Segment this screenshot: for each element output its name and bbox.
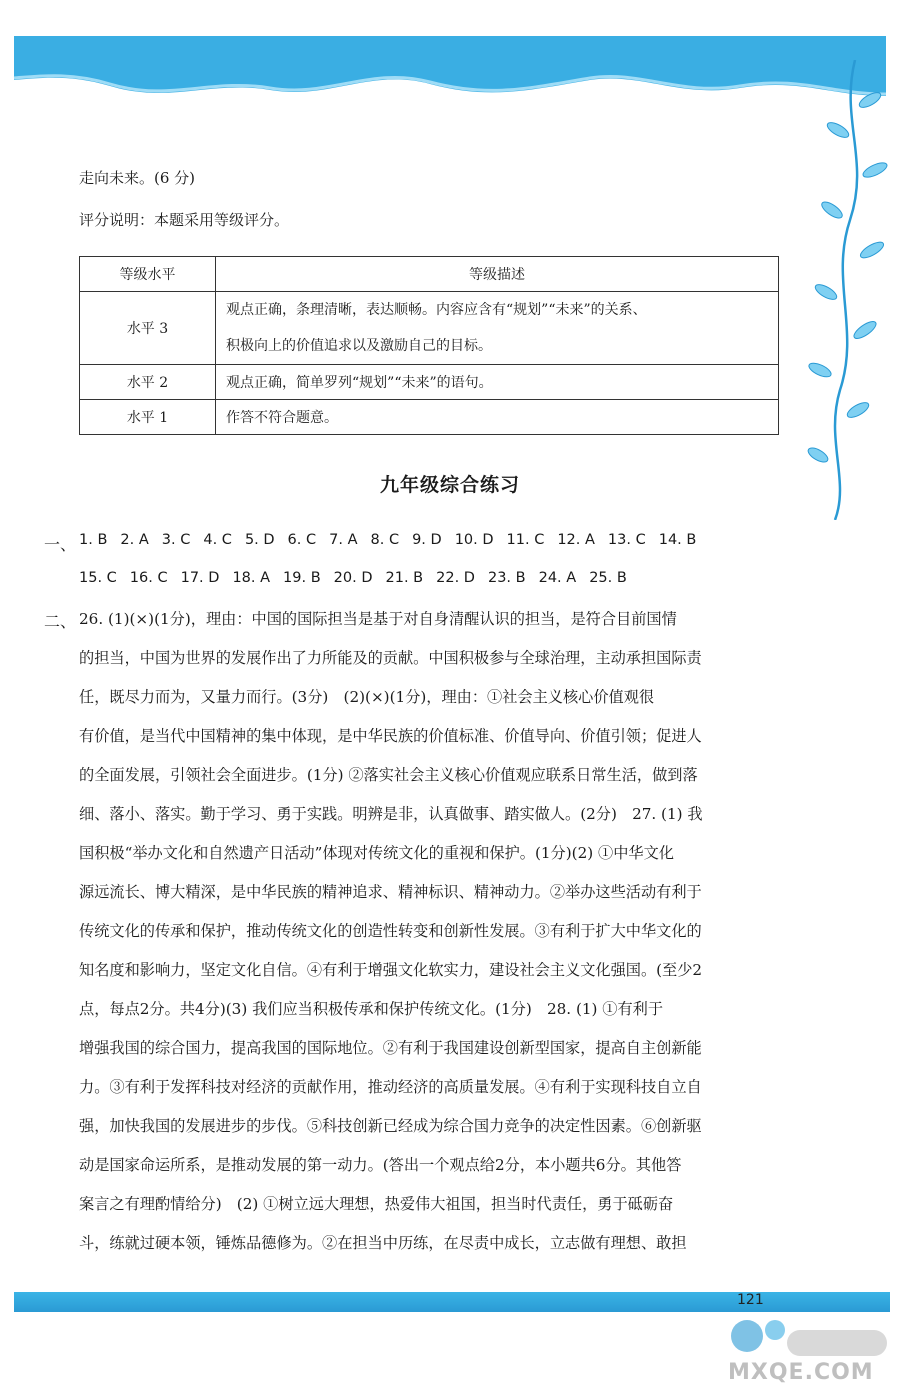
answer-line: 细、落小、落实。勤于学习、勇于实践。明辨是非，认真做事、踏实做人。(2分) 27. (1) 我 (79, 805, 703, 823)
answer-item: 15. C (79, 570, 117, 586)
answer-item: 17. D (180, 570, 220, 586)
answer-item: 10. D (454, 532, 494, 548)
table-cell-desc: 作答不符合题意。 (216, 400, 779, 435)
answer-item: 18. A (232, 570, 271, 586)
answer-item: 22. D (436, 570, 475, 586)
page-number: 121 (737, 1292, 764, 1308)
answer-line: 的担当，中国为世界的发展作出了力所能及的贡献。中国积极参与全球治理，主动承担国际责 (79, 649, 702, 667)
answer-item: 16. C (129, 570, 168, 586)
answer-line: 26. (1)(×)(1分)，理由：中国的国际担当是基于对自身清醒认识的担当，是符合目前国情 (79, 610, 677, 628)
answer-item: 23. B (487, 570, 526, 586)
answer-line: 任，既尽力而为，又量力而行。(3分) (2)(×)(1分)，理由：①社会主义核心价值观很 (79, 688, 655, 706)
answer-item: 11. C (506, 532, 545, 548)
table-cell-desc: 观点正确，简单罗列“规划”“未来”的语句。 (216, 365, 779, 400)
intro-line-1: 走向未来。(6 分) (79, 169, 196, 187)
answer-line: 案言之有理酌情给分) (2) ①树立远大理想，热爱伟大祖国，担当时代责任，勇于砥砺奋 (79, 1195, 674, 1213)
section-title: 九年级综合练习 (379, 474, 520, 496)
answer-line: 传统文化的传承和保护，推动传统文化的创造性转变和创新性发展。③有利于扩大中华文化的 (79, 922, 702, 940)
answer-item: 20. D (333, 570, 373, 586)
part2-label: 二、 (44, 612, 77, 631)
table-row (80, 292, 779, 365)
answer-line: 力。③有利于发挥科技对经济的贡献作用，推动经济的高质量发展。④有利于实现科技自立自 (79, 1078, 702, 1096)
answer-item: 3. C (161, 532, 191, 548)
answer-item: 7. A (329, 532, 358, 548)
answer-line: 斗，练就过硬本领，锤炼品德修为。②在担当中历练，在尽责中成长，立志做有理想、敢担 (79, 1234, 687, 1252)
answer-item: 6. C (287, 532, 317, 548)
answer-item: 8. C (370, 532, 400, 548)
table-header-desc: 等级描述 (216, 257, 779, 292)
answer-line: 增强我国的综合国力，提高我国的国际地位。②有利于我国建设创新型国家，提高自主创新能 (79, 1039, 702, 1057)
table-cell-level: 水平 3 (80, 292, 216, 365)
desc-line: 观点正确，条理清晰，表达顺畅。内容应含有“规划”“未来”的关系、 (226, 302, 647, 318)
answer-item: 9. D (412, 532, 442, 548)
grading-table (79, 256, 779, 435)
answer-row-1 (79, 532, 709, 548)
desc-line: 积极向上的价值追求以及激励自己的目标。 (226, 338, 492, 354)
vine-decoration (760, 60, 900, 520)
table-cell-level: 水平 2 (80, 365, 216, 400)
answer-row-2 (79, 570, 640, 586)
table-cell-level: 水平 1 (80, 400, 216, 435)
answer-line: 点，每点2分。共4分)(3) 我们应当积极传承和保护传统文化。(1分) 28. (1) ①有利于 (79, 1000, 664, 1018)
answer-item: 19. B (283, 570, 321, 586)
intro-line-2: 评分说明：本题采用等级评分。 (79, 211, 290, 229)
table-header-row (80, 257, 779, 292)
table-row (80, 365, 779, 400)
answer-item: 1. B (79, 532, 108, 548)
answer-line: 国积极“举办文化和自然遗产日活动”体现对传统文化的重视和保护。(1分)(2) ①中华文化 (79, 844, 674, 862)
answer-item: 4. C (203, 532, 232, 548)
answer-line: 强，加快我国的发展进步的步伐。⑤科技创新已经成为综合国力竞争的决定性因素。⑥创新驱 (79, 1117, 702, 1135)
answer-item: 2. A (120, 532, 149, 548)
part1-label: 一、 (44, 535, 77, 554)
answer-line: 源远流长、博大精深，是中华民族的精神追求、精神标识、精神动力。②举办这些活动有利于 (79, 883, 702, 901)
answer-line: 的全面发展，引领社会全面进步。(1分) ②落实社会主义核心价值观应联系日常生活，做到落 (79, 766, 698, 784)
answer-line: 知名度和影响力，坚定文化自信。④有利于增强文化软实力，建设社会主义文化强国。(至少2 (79, 961, 703, 979)
answer-item: 14. B (658, 532, 697, 548)
table-header-level: 等级水平 (80, 257, 216, 292)
answer-item: 5. D (244, 532, 275, 548)
answer-item: 21. B (385, 570, 424, 586)
answer-item: 12. A (557, 532, 595, 548)
table-cell-desc (216, 292, 779, 365)
answer-line: 动是国家命运所系，是推动发展的第一动力。(答出一个观点给2分，本小题共6分。其他答 (79, 1156, 682, 1174)
answer-item: 13. C (607, 532, 646, 548)
watermark-text: MXQE.COM (728, 1360, 874, 1385)
answer-line: 有价值，是当代中国精神的集中体现，是中华民族的价值标准、价值导向、价值引领；促进人 (79, 727, 702, 745)
table-row (80, 400, 779, 435)
answer-item: 24. A (538, 570, 577, 586)
answer-item: 25. B (589, 570, 627, 586)
